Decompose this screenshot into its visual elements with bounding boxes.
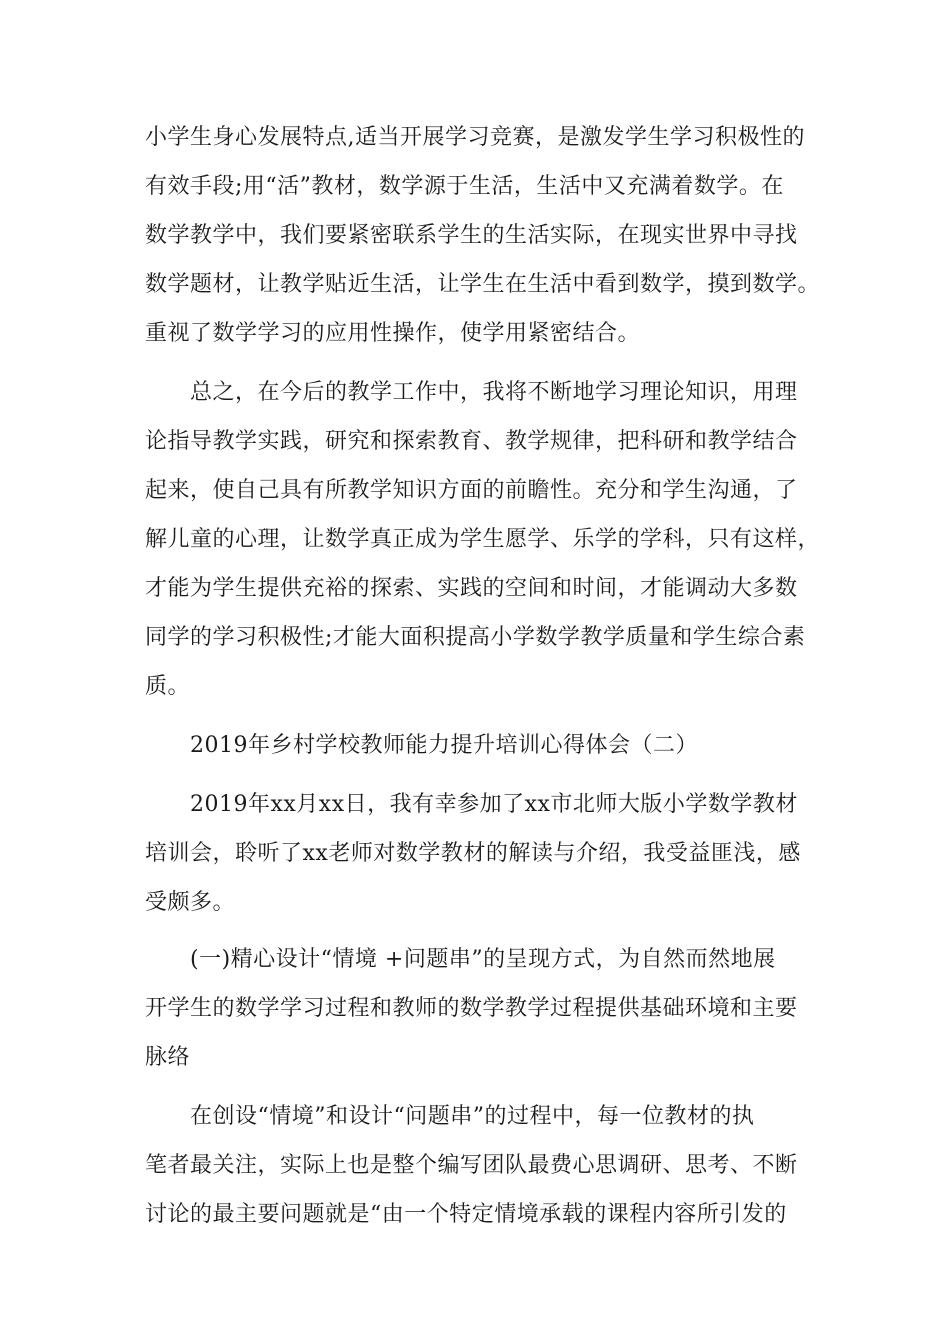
paragraph-2-line-7: 质。 (145, 674, 191, 699)
paragraph-2-line-1: 总之，在今后的教学工作中，我将不断地学习理论知识，用理 (190, 380, 798, 405)
paragraph-3-line-2: 培训会，聆听了xx老师对数学教材的解读与介绍，我受益匪浅，感 (145, 841, 801, 866)
paragraph-1-line-5: 重视了数学学习的应用性操作，使学用紧密结合。 (145, 321, 641, 346)
paragraph-3-line-1: 2019年xx月xx日，我有幸参加了xx市北师大版小学数学教材 (190, 792, 798, 817)
section-heading: 2019年乡村学校教师能力提升培训心得体会（二） (190, 733, 698, 758)
paragraph-4-line-3: 脉络 (145, 1045, 191, 1070)
paragraph-5-line-3: 讨论的最主要问题就是“由一个特定情境承载的课程内容所引发的 (145, 1202, 787, 1227)
paragraph-2-line-2: 论指导教学实践，研究和探索教育、教学规律，把科研和教学结合 (145, 429, 798, 454)
paragraph-4-line-1: (一)精心设计“情境 +问题串”的呈现方式，为自然而然地展 (190, 947, 776, 972)
paragraph-2-line-5: 才能为学生提供充裕的探索、实践的空间和时间，才能调动大多数 (145, 576, 798, 601)
paragraph-3-line-3: 受颇多。 (145, 890, 236, 915)
paragraph-1-line-4: 数学题材，让教学贴近生活，让学生在生活中看到数学，摸到数学。 (145, 272, 821, 297)
paragraph-1-line-2: 有效手段;用“活”教材，数学源于生活，生活中又充满着数学。在 (145, 174, 784, 199)
paragraph-1-line-3: 数学教学中，我们要紧密联系学生的生活实际，在现实世界中寻找 (145, 223, 798, 248)
paragraph-2-line-4: 解儿童的心理，让数学真正成为学生愿学、乐学的学科，只有这样， (145, 527, 821, 552)
paragraph-4-line-2: 开学生的数学学习过程和教师的数学教学过程提供基础环境和主要 (145, 996, 798, 1021)
paragraph-2-line-3: 起来，使自己具有所教学知识方面的前瞻性。充分和学生沟通，了 (145, 478, 798, 503)
paragraph-5-line-2: 笔者最关注，实际上也是整个编写团队最费心思调研、思考、不断 (145, 1153, 798, 1178)
paragraph-2-line-6: 同学的学习积极性;才能大面积提高小学数学教学质量和学生综合素 (145, 625, 806, 650)
paragraph-5-line-1: 在创设“情境”和设计“问题串”的过程中，每一位教材的执 (190, 1104, 755, 1129)
paragraph-1-line-1: 小学生身心发展特点,适当开展学习竞赛，是激发学生学习积极性的 (145, 125, 805, 150)
